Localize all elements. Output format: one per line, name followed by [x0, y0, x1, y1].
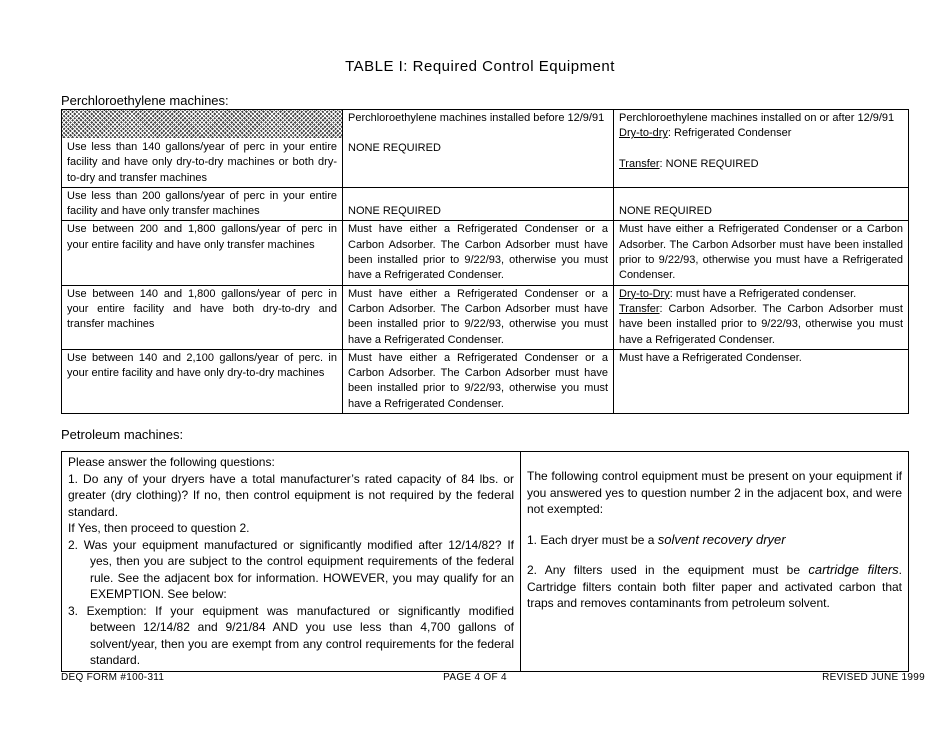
footer-revised-date: REVISED JUNE 1999: [822, 672, 925, 683]
petroleum-section-label: Petroleum machines:: [61, 427, 184, 442]
before-cell: Must have either a Refrigerated Condenser or a Carbon Adsorber. The Carbon Adsorber must have been installed prior to 9/22/93, otherwise you must have a Refrigerated Condenser.: [343, 221, 614, 285]
table-row: [62, 452, 909, 672]
table-row: [62, 110, 909, 188]
page-title: TABLE I: Required Control Equipment: [345, 58, 615, 75]
table-row: [62, 285, 909, 349]
requirements-cell: [521, 452, 909, 672]
question-1: 1. Do any of your dryers have a total manufacturer’s rated capacity of 84 lbs. or greater (dry clothing)? If no, then control equipment is not required by the federal standard.: [68, 471, 514, 519]
requirement-item-1: 1. Each dryer must be a solvent recovery dryer: [527, 531, 786, 547]
requirement-item-2: 2. Any filters used in the equipment must be cartridge filters. Cartridge filters contain both filter paper and activated carbon that traps and removes contaminants from petroleum solvent.: [527, 562, 902, 610]
table-row: [62, 187, 909, 221]
after-cell: Must have a Refrigerated Condenser.: [614, 349, 909, 413]
header-after: Perchloroethylene machines installed on or after 12/9/91: [619, 112, 895, 124]
requirement-dry-to-dry: Dry-to-Dry: must have a Refrigerated condenser.: [619, 287, 857, 300]
requirement-transfer: Transfer: NONE REQUIRED: [619, 157, 759, 170]
condition-cell: Use between 140 and 2,100 gallons/year of perc. in your entire facility and have only dry-to-dry machines: [62, 349, 343, 413]
requirements-intro: The following control equipment must be present on your equipment if you answered yes to question number 2 in the adjacent box, and were not exempted:: [527, 469, 902, 516]
after-cell: [614, 110, 909, 188]
before-cell: Must have either a Refrigerated Condenser or a Carbon Adsorber. The Carbon Adsorber must have been installed prior to 9/22/93, otherwise you must have a Refrigerated Condenser.: [343, 349, 614, 413]
question-2: 2. Was your equipment manufactured or significantly modified after 12/14/82? If yes, then you are subject to the control equipment requirements of the federal rule. See the adjacent box for information. HOWEVER, you may qualify for an EXEMPTION. See below:: [68, 537, 514, 601]
before-cell: Must have either a Refrigerated Condenser or a Carbon Adsorber. The Carbon Adsorber must have been installed prior to 9/22/93, otherwise you must have a Refrigerated Condenser.: [343, 285, 614, 349]
perc-table: [61, 109, 909, 414]
condition-cell: Use less than 200 gallons/year of perc in your entire facility and have only transfer machines: [62, 187, 343, 221]
before-cell: [343, 110, 614, 188]
footer-form-number: DEQ FORM #100-311: [61, 672, 165, 683]
requirement-text: NONE REQUIRED: [348, 142, 441, 155]
perc-section-label: Perchloroethylene machines:: [61, 93, 229, 108]
requirement-dry-to-dry: Dry-to-dry: Refrigerated Condenser: [619, 127, 792, 140]
condition-cell: Use between 200 and 1,800 gallons/year of perc in your entire facility and have only transfer machines: [62, 221, 343, 285]
condition-cell: Use less than 140 gallons/year of perc in your entire facility and have only dry-to-dry machines or both dry-to-dry and transfer machines: [62, 110, 343, 188]
questions-cell: [62, 452, 521, 672]
before-cell: NONE REQUIRED: [343, 187, 614, 221]
table-row: [62, 349, 909, 413]
after-cell: NONE REQUIRED: [614, 187, 909, 221]
requirement-transfer: Transfer: Carbon Adsorber. The Carbon Adsorber must have been installed prior to 9/22/93, otherwise you must have a Refrigerated Condenser.: [619, 302, 903, 346]
question-3: 3. Exemption: If your equipment was manufactured or significantly modified between 12/14/82 and 9/21/84 AND you use less than 4,700 gallons of solvent/year, then you are exempt from any control requirements for the federal standard.: [68, 603, 514, 667]
hatched-header-block: [62, 110, 342, 138]
after-cell: Must have either a Refrigerated Condenser or a Carbon Adsorber. The Carbon Adsorber must have been installed prior to 9/22/93, otherwise you must have a Refrigerated Condenser.: [614, 221, 909, 285]
footer-page-number: PAGE 4 OF 4: [443, 672, 507, 683]
condition-cell: Use between 140 and 1,800 gallons/year of perc in your entire facility and have both dry-to-dry and transfer machines: [62, 285, 343, 349]
question-1-followup: If Yes, then proceed to question 2.: [68, 521, 250, 535]
petroleum-table: [61, 451, 909, 672]
header-before: Perchloroethylene machines installed before 12/9/91: [348, 112, 605, 124]
after-cell: [614, 285, 909, 349]
table-row: [62, 221, 909, 285]
questions-intro: Please answer the following questions:: [68, 455, 275, 469]
